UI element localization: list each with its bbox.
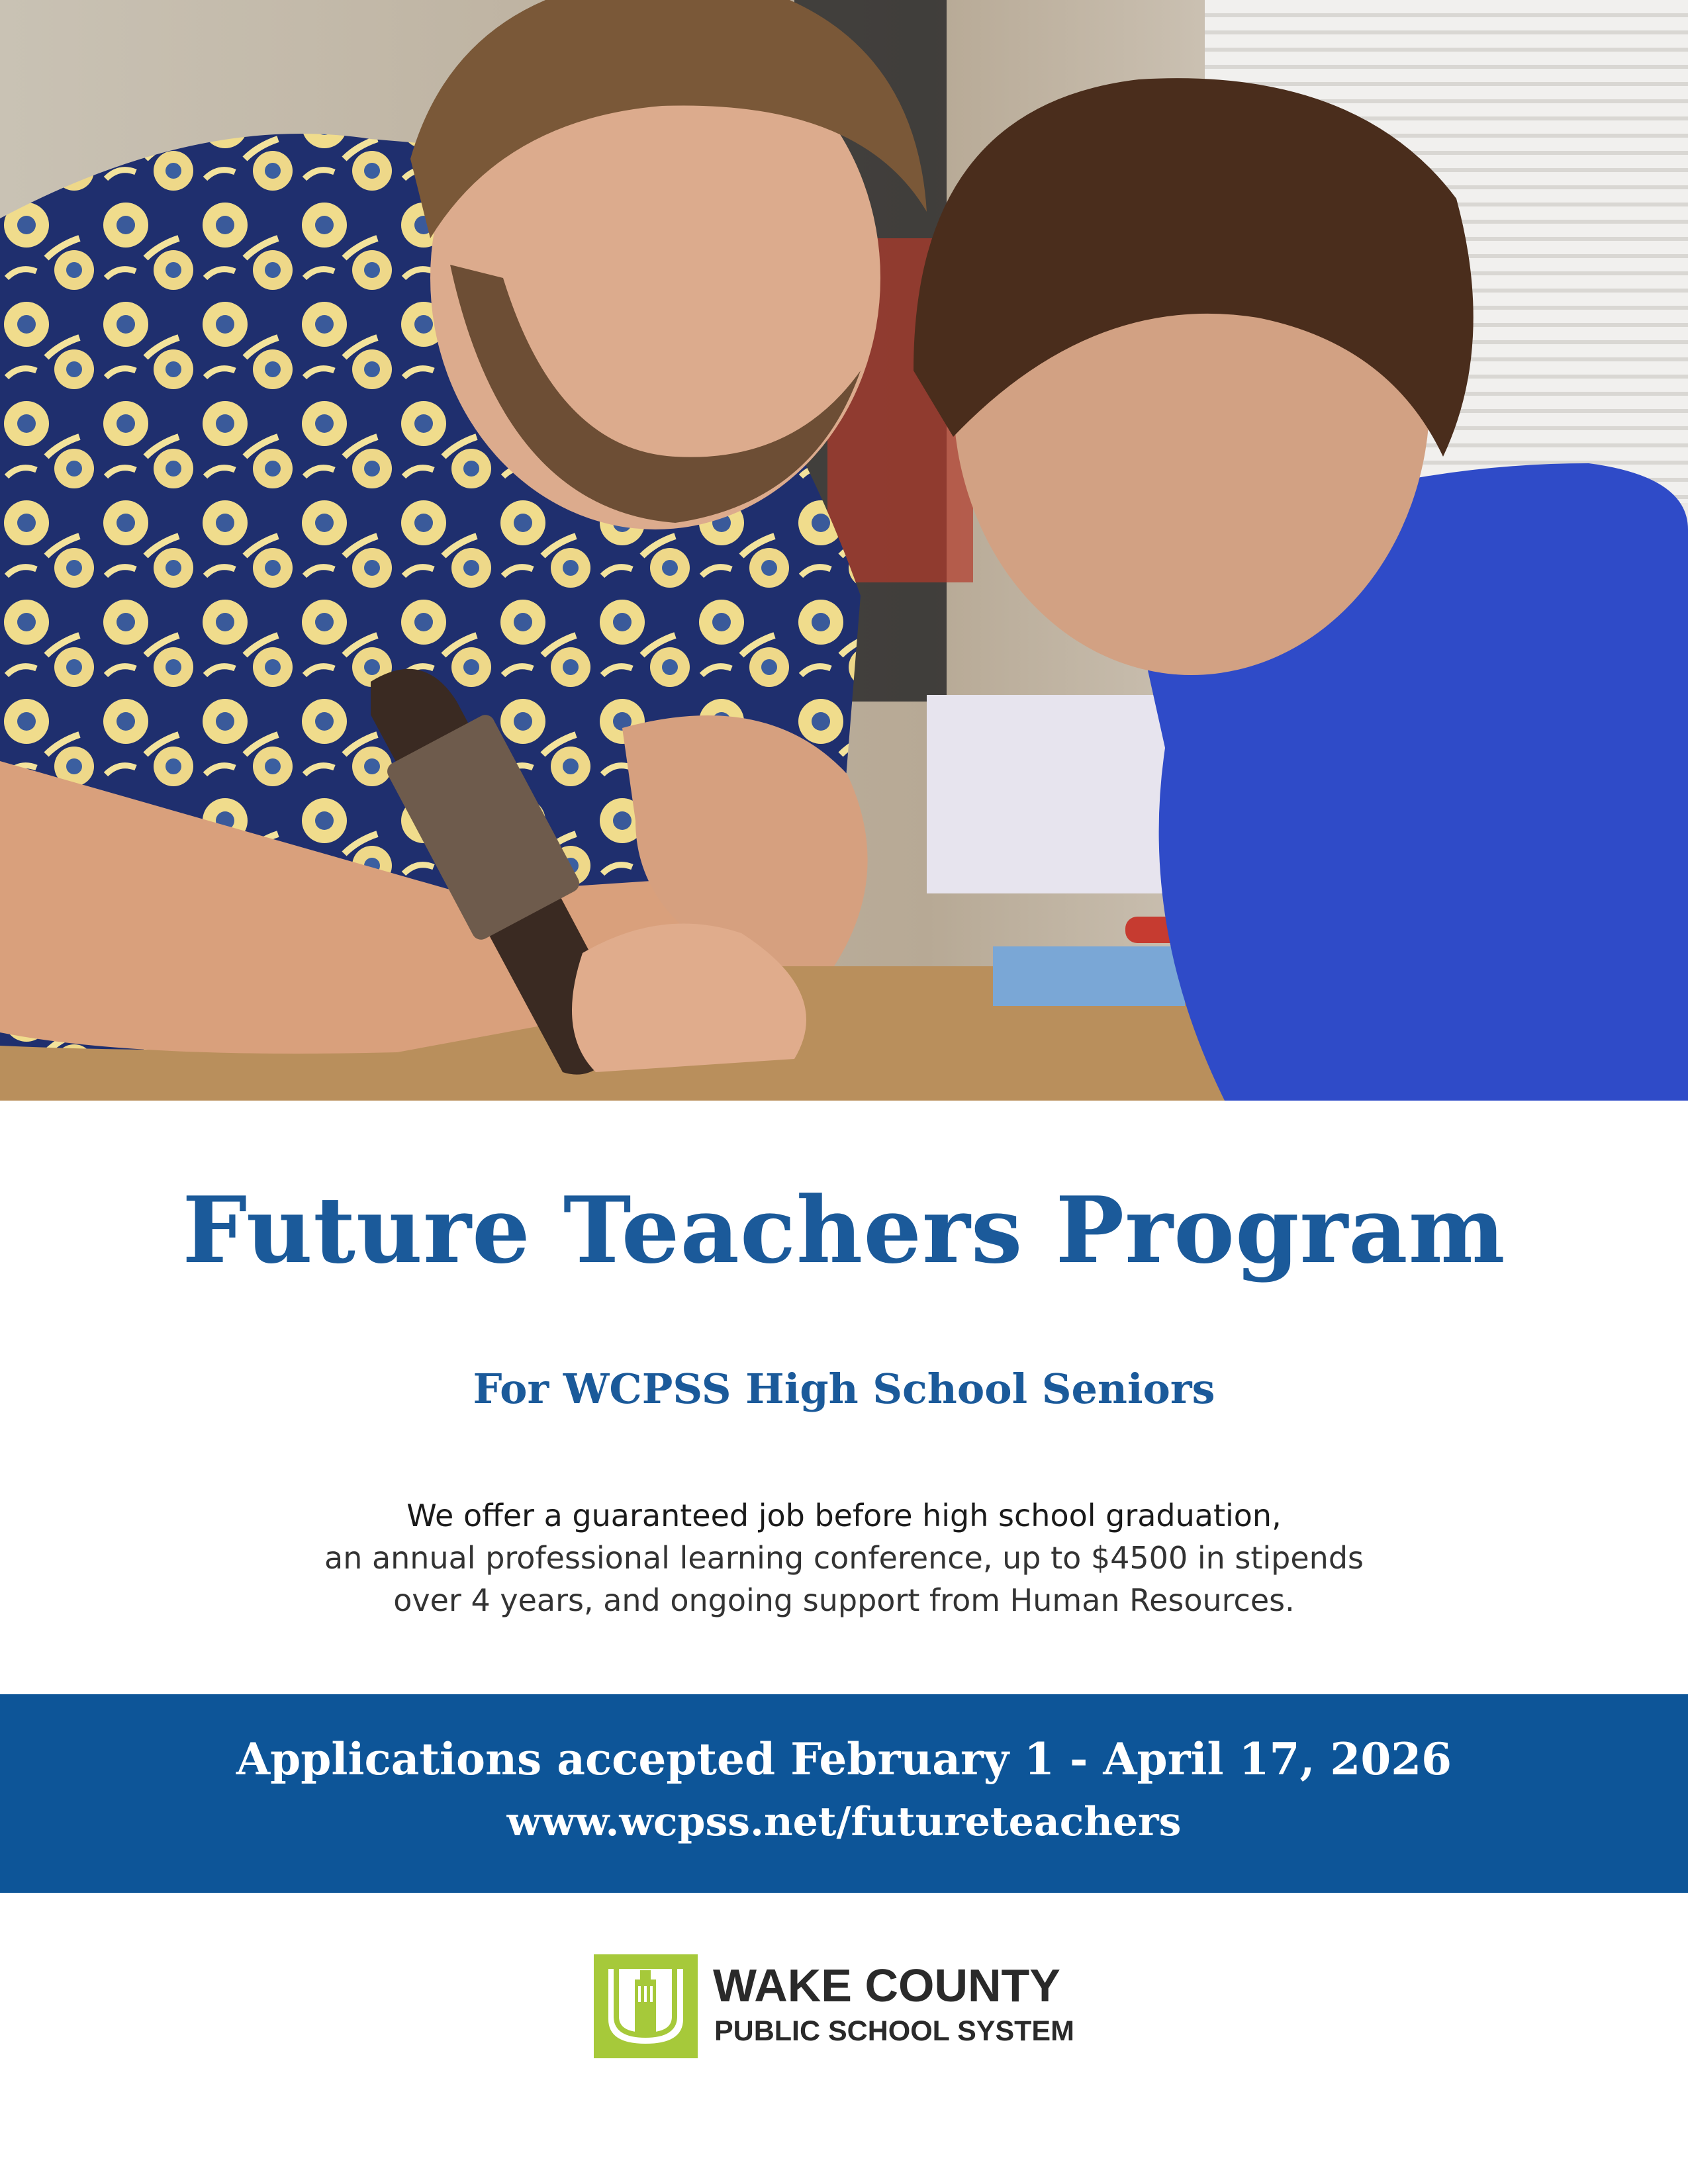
wcpss-logo — [594, 1954, 1097, 2060]
application-dates: Applications accepted February 1 - April 17, 2026 — [236, 1733, 1452, 1785]
logo-line-1: WAKE COUNTY — [713, 1960, 1060, 2011]
body-line: an annual professional learning conference, up to $4500 in stipends — [324, 1540, 1364, 1576]
body-line: We offer a guaranteed job before high school graduation, — [406, 1498, 1282, 1533]
school-building-icon — [594, 1954, 698, 2058]
application-banner — [0, 1694, 1688, 1893]
logo-line-2: PUBLIC SCHOOL SYSTEM — [714, 2015, 1074, 2047]
body-line: over 4 years, and ongoing support from Human Resources. — [393, 1582, 1295, 1618]
program-url[interactable]: www.wcpss.net/futureteachers — [506, 1799, 1182, 1845]
page-title: Future Teachers Program — [182, 1176, 1506, 1284]
body-paragraph — [199, 1494, 1489, 1621]
page-subtitle: For WCPSS High School Seniors — [473, 1365, 1215, 1413]
